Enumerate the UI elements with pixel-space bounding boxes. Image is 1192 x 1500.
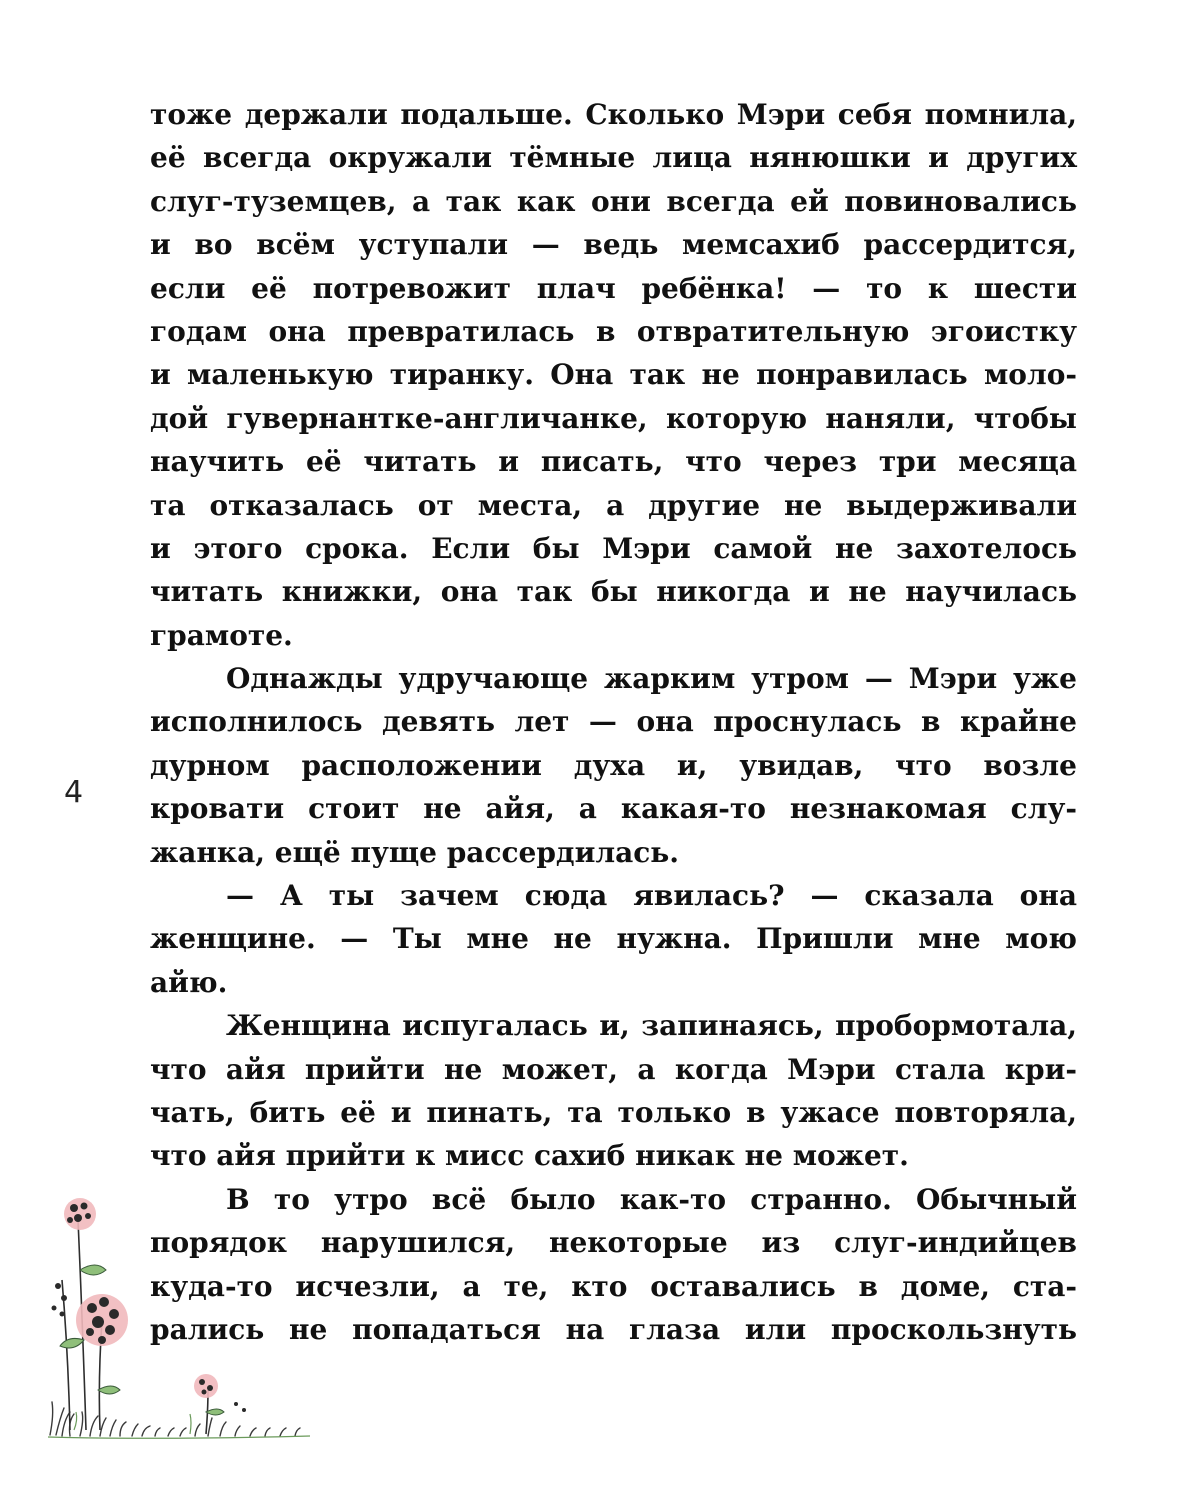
text-line: айю. [150, 965, 228, 999]
text-line: Однажды удручающе жарким утром — Мэри уже [226, 662, 1077, 696]
text-line: читать книжки, она так бы никогда и не научилась [150, 575, 1077, 609]
text-line: дой гувернантке-англичанке, которую наняли, чтобы [150, 401, 1077, 435]
text-line: исполнилось девять лет — она проснулась в крайне [150, 705, 1077, 739]
text-line: её всегда окружали тёмные лица нянюшки и других [150, 141, 1077, 175]
text-line: и маленькую тиранку. Она так не понравилась моло- [150, 358, 1077, 392]
text-line: что айя прийти к мисс сахиб никак не может. [150, 1139, 909, 1173]
text-line: Женщина испугалась и, запинаясь, пробормотала, [226, 1009, 1077, 1043]
text-line: женщине. — Ты мне не нужна. Пришли мне мою [150, 922, 1077, 956]
text-line: и этого срока. Если бы Мэри самой не захотелось [150, 531, 1077, 565]
text-line: — А ты зачем сюда явилась? — сказала она [226, 879, 1077, 913]
flower-illustration [40, 1190, 320, 1450]
text-line: В то утро всё было как-то странно. Обычный [226, 1182, 1077, 1216]
text-line: дурном расположении духа и, увидав, что возле [150, 748, 1077, 782]
text-line: грамоте. [150, 618, 293, 652]
text-line: тоже держали подальше. Сколько Мэри себя помнила, [150, 98, 1077, 131]
text-line: годам она превратилась в отвратительную эгоистку [150, 314, 1077, 348]
text-line: куда-то исчезли, а те, кто оставались в доме, ста- [150, 1269, 1077, 1303]
text-line: порядок нарушился, некоторые из слуг-индийцев [150, 1226, 1077, 1260]
text-line: слуг-туземцев, а так как они всегда ей повиновались [150, 184, 1077, 218]
text-line: кровати стоит не айя, а какая-то незнакомая слу- [150, 792, 1077, 826]
text-line: что айя прийти не может, а когда Мэри стала кри- [150, 1052, 1077, 1086]
text-line: жанка, ещё пуще рассердилась. [150, 835, 680, 869]
body-text [150, 93, 1077, 1351]
text-line: та отказалась от места, а другие не выдерживали [150, 488, 1077, 522]
page-number: 4 [64, 775, 84, 810]
text-line: и во всём уступали — ведь мемсахиб рассердится, [150, 228, 1077, 262]
text-line: научить её читать и писать, что через три месяца [150, 445, 1077, 479]
text-line: чать, бить её и пинать, та только в ужасе повторяла, [150, 1095, 1077, 1129]
text-line: рались не попадаться на глаза или проскользнуть [150, 1312, 1077, 1346]
text-line: если её потревожит плач ребёнка! — то к шести [150, 271, 1077, 305]
